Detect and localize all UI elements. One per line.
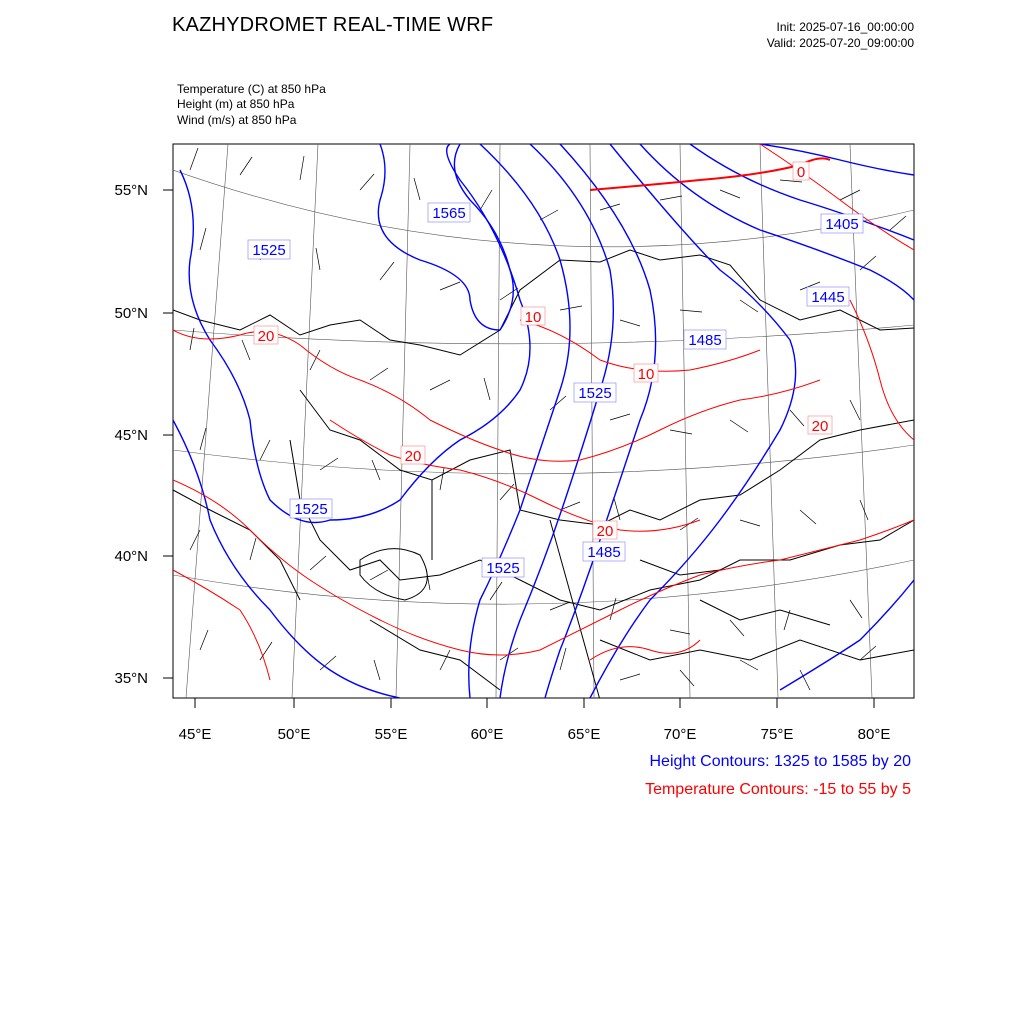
svg-text:10: 10 [637, 366, 655, 383]
temperature-label [793, 162, 809, 181]
svg-text:1525: 1525 [578, 385, 612, 402]
height-label [482, 558, 524, 577]
lon-label: 60°E [470, 726, 504, 743]
temperature-label [521, 307, 545, 326]
lon-label: 75°E [760, 726, 794, 743]
svg-text:1445: 1445 [811, 289, 845, 306]
svg-text:1565: 1565 [432, 205, 466, 222]
temperature-label [634, 364, 658, 383]
page-title: KAZHYDROMET REAL-TIME WRF [172, 14, 494, 36]
field-height: Height (m) at 850 hPa [177, 97, 295, 111]
svg-text:1485: 1485 [587, 544, 621, 561]
lon-label: 45°E [178, 726, 212, 743]
init-time: Init: 2025-07-16_00:00:00 [776, 20, 914, 34]
temperature-label [808, 416, 832, 435]
svg-text:20: 20 [596, 523, 614, 540]
svg-text:20: 20 [257, 328, 275, 345]
height-label [821, 214, 863, 233]
temperature-label [254, 326, 278, 345]
temperature-label [401, 446, 425, 465]
svg-text:0: 0 [796, 164, 806, 181]
lon-label: 70°E [663, 726, 697, 743]
legend-height-contours: Height Contours: 1325 to 1585 by 20 [649, 753, 911, 770]
svg-text:1525: 1525 [486, 560, 520, 577]
valid-time: Valid: 2025-07-20_09:00:00 [766, 36, 914, 50]
height-label [290, 499, 332, 518]
height-label [574, 383, 616, 402]
lon-label: 55°E [374, 726, 408, 743]
lon-label: 50°E [277, 726, 311, 743]
height-label [583, 542, 625, 561]
lat-label: 35°N [114, 670, 148, 687]
svg-text:10: 10 [524, 309, 542, 326]
height-label [684, 330, 726, 349]
lon-label: 80°E [857, 726, 891, 743]
lat-label: 50°N [114, 305, 148, 322]
field-temperature: Temperature (C) at 850 hPa [177, 82, 326, 96]
longitude-axis [195, 698, 874, 708]
lon-label: 65°E [567, 726, 601, 743]
latitude-axis [163, 190, 173, 678]
svg-text:1405: 1405 [825, 216, 859, 233]
svg-text:20: 20 [404, 448, 422, 465]
temperature-label [593, 521, 617, 540]
field-wind: Wind (m/s) at 850 hPa [177, 113, 297, 127]
height-label [807, 287, 849, 306]
legend-temperature-contours: Temperature Contours: -15 to 55 by 5 [645, 781, 911, 798]
lat-label: 55°N [114, 182, 148, 199]
map-frame [173, 144, 914, 698]
svg-text:20: 20 [811, 418, 829, 435]
lat-label: 45°N [114, 427, 148, 444]
svg-text:1525: 1525 [252, 242, 286, 259]
height-label [248, 240, 290, 259]
height-label [428, 203, 470, 222]
lat-label: 40°N [114, 548, 148, 565]
svg-text:1525: 1525 [294, 501, 328, 518]
svg-text:1485: 1485 [688, 332, 722, 349]
